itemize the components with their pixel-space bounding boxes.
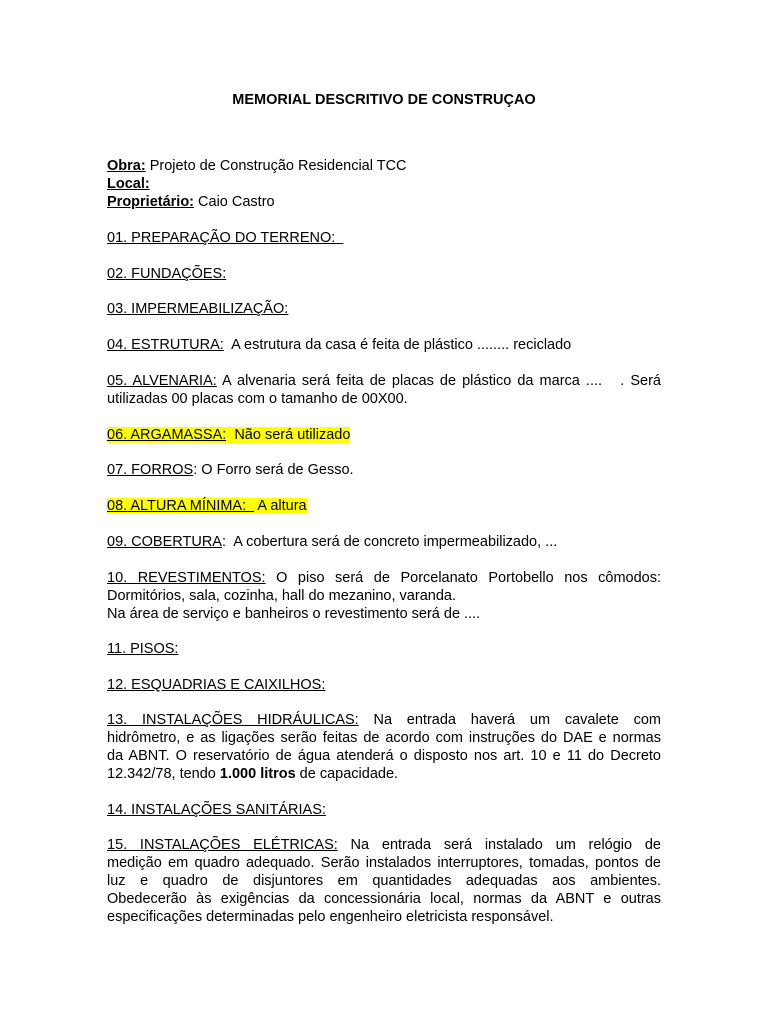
section-15 [107,836,661,926]
local-label: Local: [107,176,150,192]
proprietario-value: Caio Castro [194,194,275,210]
section-heading: 06. ARGAMASSA: [107,427,227,443]
section-text-line-3: luz e quadro de disjuntores em quantidades adequadas aos ambientes. [107,873,661,889]
section-heading: 14. INSTALAÇÕES SANITÁRIAS: [107,802,326,818]
section-text-line-2: utilizadas 00 placas com o tamanho de 00X00. [107,391,408,407]
section-text-line-2: hidrômetro, e as ligações serão feitas de acordo com instruções do DAE e normas [107,730,661,746]
section-text: A estrutura da casa é feita de plástico ........ reciclado [223,337,572,353]
section-text-line-1: Na entrada haverá um cavalete com [358,712,662,728]
section-heading: 09. COBERTURA [107,534,222,550]
obra-value: Projeto de Construção Residencial TCC [145,158,407,174]
section-heading: 05. ALVENARIA: [107,373,217,389]
line-4-start: 12.342/78, tendo [107,766,220,782]
section-heading: 10. REVESTIMENTOS: [107,570,266,586]
section-13 [107,711,661,783]
section-text-line-1: Na entrada será instalado um relógio de [337,837,661,853]
line-4-end: de capacidade. [295,766,399,782]
section-text-line-5: especificações determinadas pelo engenheiro eletricista responsável. [107,909,554,925]
section-08 [107,497,661,515]
section-heading: 04. ESTRUTURA: [107,337,224,353]
section-heading: 11. PISOS: [107,641,179,657]
section-heading: 07. FORROS [107,462,194,478]
section-text-line-2: medição em quadro adequado. Serão instalados interruptores, tomadas, pontos de [107,855,661,871]
local-line [107,175,661,193]
section-text-line-1: O piso será de Porcelanato Portobello nos cômodos: [265,570,661,586]
section-06 [107,426,661,444]
section-heading: 12. ESQUADRIAS E CAIXILHOS: [107,677,326,693]
section-04 [107,336,661,354]
section-14 [107,801,661,819]
proprietario-label: Proprietário: [107,194,195,210]
section-10 [107,569,661,623]
section-heading: 01. PREPARAÇÃO DO TERRENO: [107,230,344,246]
section-01 [107,229,661,247]
obra-line [107,157,661,175]
section-text: Não será utilizado [226,427,351,443]
section-text-line-4: Obedecerão às exigências da concessionária local, normas da ABNT e outras [107,891,661,907]
section-text: : O Forro será de Gesso. [193,462,354,478]
section-text-line-4 [107,765,661,783]
section-heading: 08. ALTURA MÍNIMA: [107,498,255,514]
section-text-line-3: Na área de serviço e banheiros o revestimento será de .... [107,606,481,622]
section-12 [107,676,661,694]
section-text-line-1: A alvenaria será feita de placas de plástico da marca .... . Será [216,373,661,389]
section-11 [107,640,661,658]
section-02 [107,265,661,283]
proprietario-line [107,193,661,211]
section-09 [107,533,661,551]
section-heading: 02. FUNDAÇÕES: [107,266,227,282]
section-heading: 03. IMPERMEABILIZAÇÃO: [107,301,289,317]
document-title: MEMORIAL DESCRITIVO DE CONSTRUÇAO [232,92,536,108]
obra-label: Obra: [107,158,146,174]
section-03 [107,300,661,318]
section-heading: 15. INSTALAÇÕES ELÉTRICAS: [107,837,338,853]
section-text-line-3: da ABNT. O reservatório de água atenderá o disposto nos art. 10 e 11 do Decreto [107,748,661,764]
section-text: : A cobertura será de concreto impermeabilizado, ... [221,534,558,550]
section-text-line-2: Dormitórios, sala, cozinha, hall do mezanino, varanda. [107,588,456,604]
section-text: A altura [254,498,307,514]
section-heading: 13. INSTALAÇÕES HIDRÁULICAS: [107,712,359,728]
section-05 [107,372,661,408]
capacity-value: 1.000 litros [219,766,296,782]
section-07 [107,461,661,479]
